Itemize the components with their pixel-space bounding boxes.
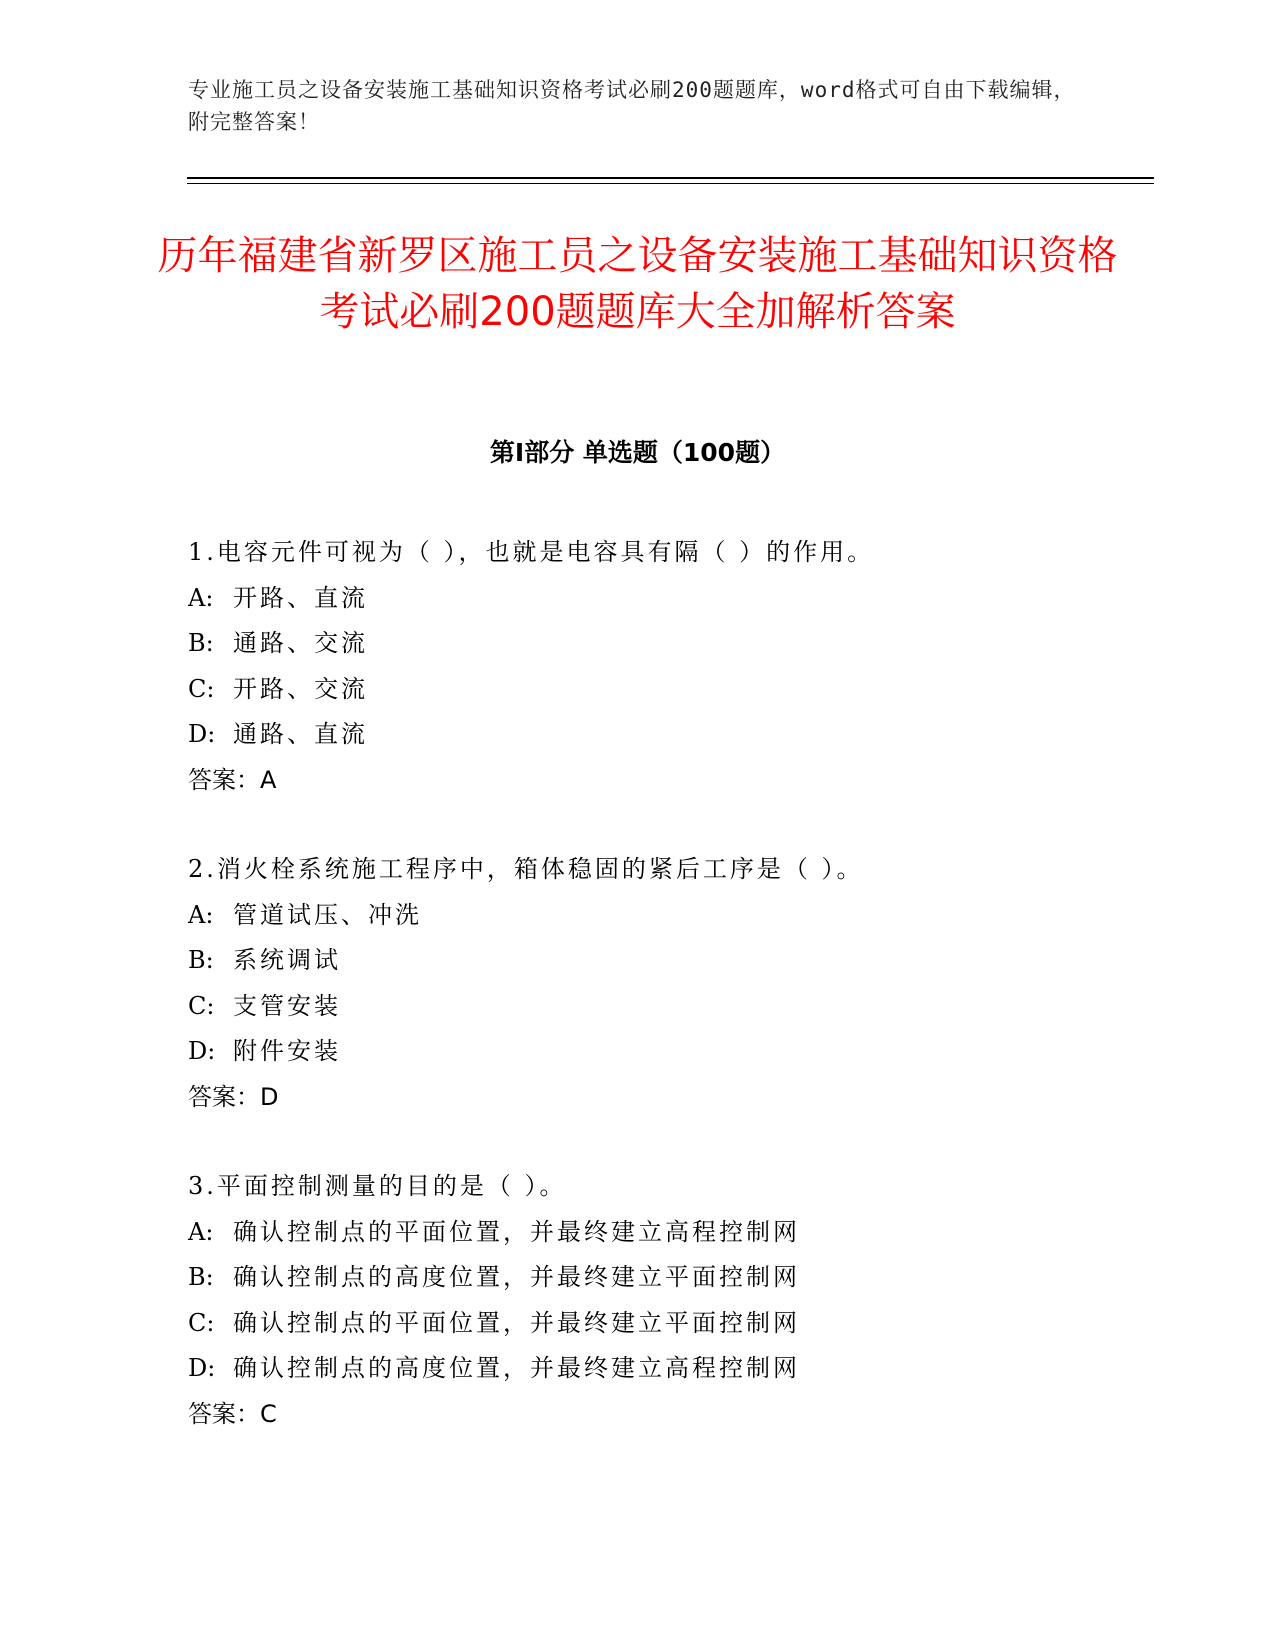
option-letter: B:: [188, 1263, 214, 1291]
option-letter: B:: [188, 946, 214, 974]
question-2: [188, 847, 1148, 1120]
option-d: [188, 1029, 1148, 1075]
option-letter: C:: [188, 674, 215, 703]
question-1: [188, 530, 1148, 803]
header-divider-thin: [187, 183, 1154, 184]
option-b: [188, 621, 1148, 667]
option-text: 支管安装: [233, 991, 341, 1020]
option-text: 管道试压、冲洗: [233, 900, 422, 929]
option-a: [188, 576, 1148, 622]
option-a: [188, 893, 1148, 939]
option-text: 确认控制点的平面位置，并最终建立平面控制网: [233, 1308, 800, 1337]
option-letter: D:: [188, 1354, 216, 1382]
option-b: [188, 938, 1148, 984]
option-text: 系统调试: [233, 946, 341, 974]
option-letter: A:: [188, 583, 214, 612]
section-title: 第I部分 单选题（100题）: [489, 438, 786, 467]
question-3: [188, 1164, 1148, 1437]
header-note: 专业施工员之设备安装施工基础知识资格考试必刷200题题库，word格式可自由下载编辑，附完整答案！: [188, 78, 1076, 134]
option-text: 通路、直流: [233, 720, 368, 748]
option-text: 确认控制点的平面位置，并最终建立高程控制网: [233, 1217, 800, 1246]
question-stem: 1.电容元件可视为（ ），也就是电容具有隔（ ）的作用。: [188, 538, 875, 566]
option-d: [188, 712, 1148, 758]
option-letter: A:: [188, 900, 214, 929]
question-stem: 2.消火栓系统施工程序中，箱体稳固的紧后工序是（ ）。: [188, 855, 864, 883]
option-letter: C:: [188, 1308, 215, 1337]
option-letter: B:: [188, 629, 214, 657]
option-c: [188, 984, 1148, 1030]
option-text: 开路、交流: [233, 674, 368, 703]
answer-line: 答案：C: [188, 1399, 277, 1428]
answer-line: 答案：A: [188, 765, 277, 794]
question-list: [188, 530, 1148, 1481]
option-d: [188, 1346, 1148, 1392]
option-letter: C:: [188, 991, 215, 1020]
option-text: 确认控制点的高度位置，并最终建立高程控制网: [233, 1354, 800, 1382]
option-c: [188, 1301, 1148, 1347]
option-text: 附件安装: [233, 1037, 341, 1065]
option-text: 通路、交流: [233, 629, 368, 657]
option-text: 开路、直流: [233, 583, 368, 612]
option-c: [188, 667, 1148, 713]
option-letter: D:: [188, 1037, 216, 1065]
option-letter: A:: [188, 1217, 214, 1246]
header-divider-thick: [187, 177, 1154, 179]
option-letter: D:: [188, 720, 216, 748]
question-stem: 3.平面控制测量的目的是（ ）。: [188, 1172, 567, 1200]
option-text: 确认控制点的高度位置，并最终建立平面控制网: [233, 1263, 800, 1291]
answer-line: 答案：D: [188, 1082, 279, 1111]
document-title: 历年福建省新罗区施工员之设备安装施工基础知识资格考试必刷200题题库大全加解析答案: [157, 233, 1118, 335]
option-b: [188, 1255, 1148, 1301]
option-a: [188, 1210, 1148, 1256]
